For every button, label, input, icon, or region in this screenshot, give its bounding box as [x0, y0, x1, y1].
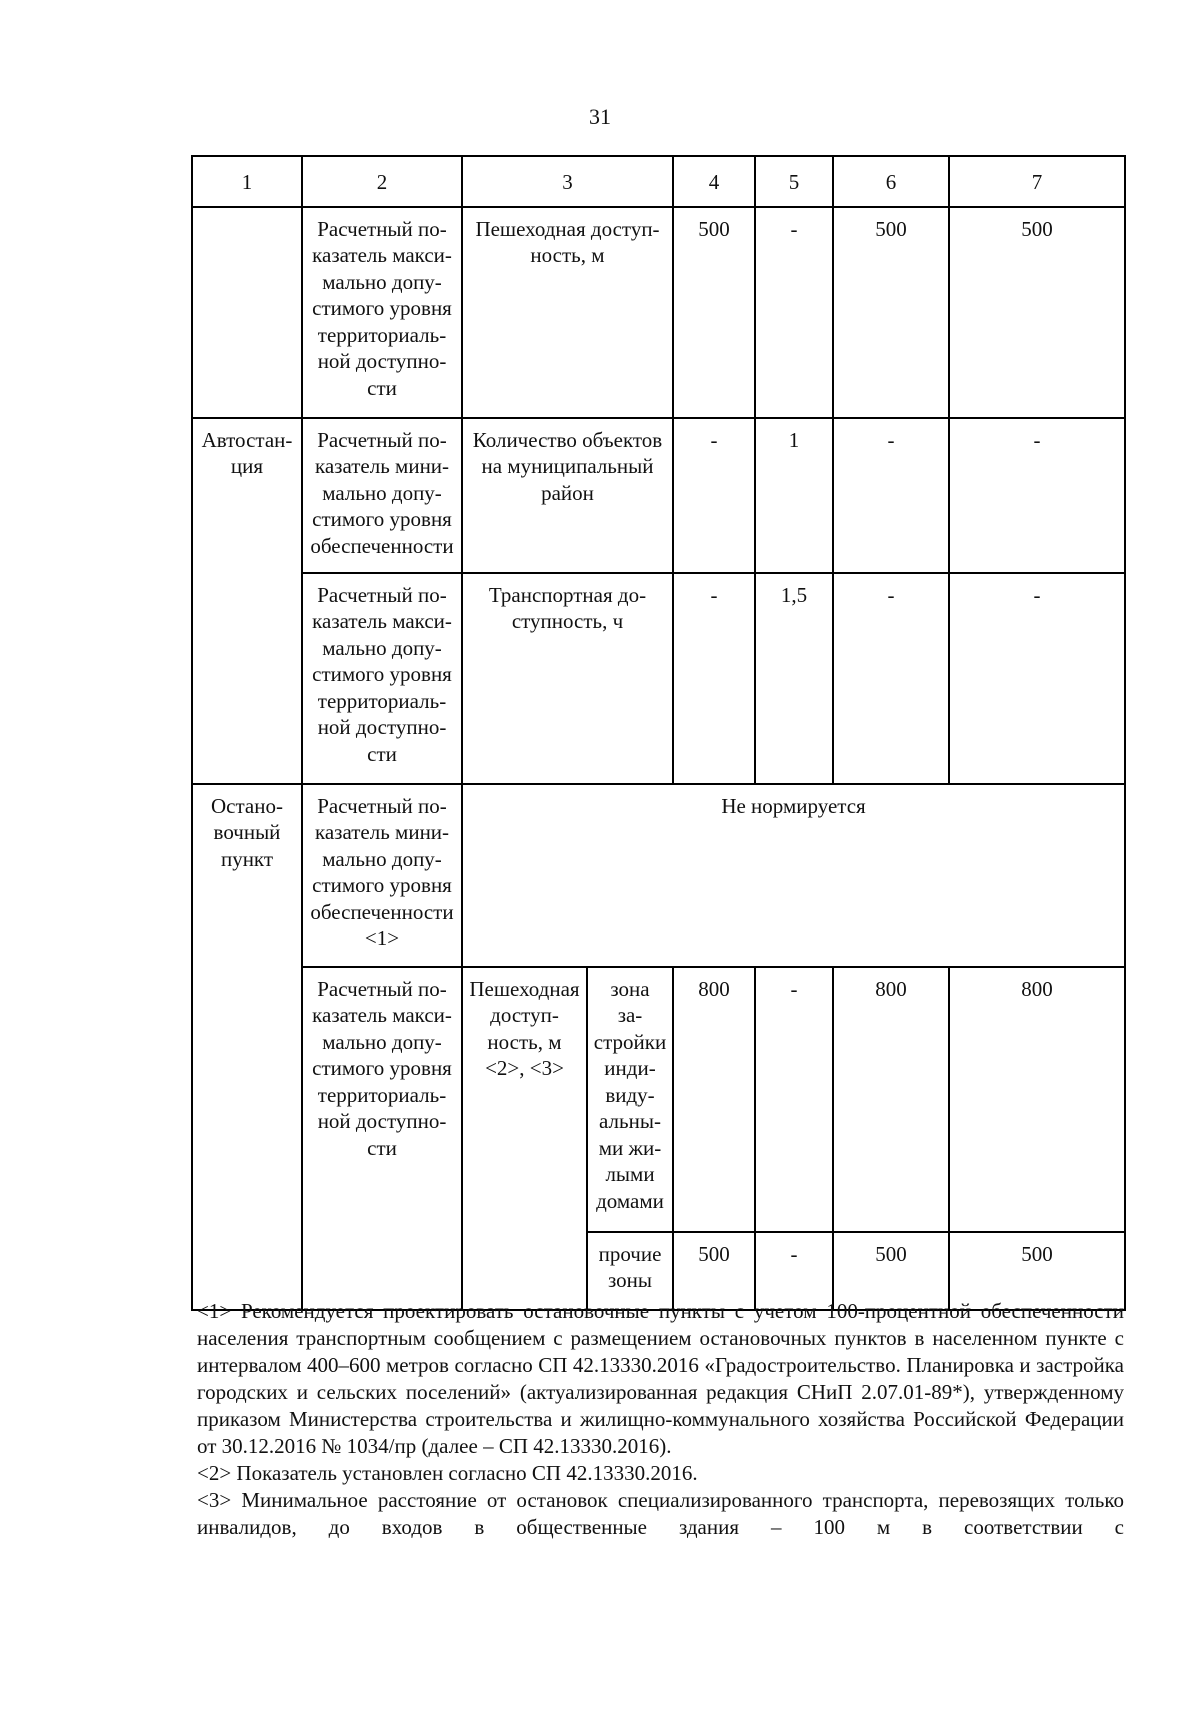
- value-cell: -: [673, 418, 755, 573]
- zone-cell: прочие зоны: [587, 1232, 673, 1310]
- table-row: [192, 784, 1125, 967]
- table-row: [192, 207, 1125, 418]
- table-row: [192, 418, 1125, 573]
- indicator-cell: Расчетный по- казатель мини- мально допу- стимого уровня обеспеченности: [302, 418, 462, 573]
- indicator-cell: Расчетный по- казатель мини- мально допу- стимого уровня обеспеченности <1>: [302, 784, 462, 967]
- value-cell: -: [833, 573, 949, 784]
- value-cell: 500: [949, 1232, 1125, 1310]
- value-cell: 800: [949, 967, 1125, 1232]
- indicator-cell: Расчетный по- казатель макси- мально допу- стимого уровня территориаль- ной доступно- сти: [302, 573, 462, 784]
- object-cell: Остано- вочный пункт: [192, 784, 302, 1310]
- norms-table: [191, 155, 1126, 1311]
- header-cell: 3: [462, 156, 673, 207]
- header-cell: 2: [302, 156, 462, 207]
- header-cell: 1: [192, 156, 302, 207]
- footnote-2: <2> Показатель установлен согласно СП 42.13330.2016.: [197, 1461, 698, 1485]
- header-cell: 5: [755, 156, 833, 207]
- object-cell: [192, 207, 302, 418]
- table-row: [192, 573, 1125, 784]
- indicator-cell: Расчетный по- казатель макси- мально допу- стимого уровня территориаль- ной доступно- сти: [302, 967, 462, 1310]
- value-cell: 500: [673, 1232, 755, 1310]
- unit-cell: Количество объектов на муниципальный район: [462, 418, 673, 573]
- value-cell: -: [949, 573, 1125, 784]
- header-cell: 4: [673, 156, 755, 207]
- value-cell: 500: [673, 207, 755, 418]
- value-cell: -: [755, 967, 833, 1232]
- unit-cell: Транспортная до- ступность, ч: [462, 573, 673, 784]
- value-cell: 1: [755, 418, 833, 573]
- zone-cell: зона за- стройки инди- виду- альны- ми жи- лыми домами: [587, 967, 673, 1232]
- value-cell: -: [673, 573, 755, 784]
- not-normalized-cell: Не нормируется: [462, 784, 1125, 967]
- footnote-3: <3> Минимальное расстояние от остановок специализированного транспорта, перевозящих только инвалидов, до входов в общественные здания – 100 м в соответствии с: [197, 1488, 1124, 1539]
- footnotes: [197, 1298, 1124, 1541]
- footnote-1: <1> Рекомендуется проектировать остановочные пункты с учетом 100-процентной обеспеченности населения транспортным сообщением с размещением остановочных пунктов в населенном пункте с интервалом 400–600 метров согласно СП 42.13330.2016 «Градостроительство. Планировка и застройка городских и сельских поселений» (актуализированная редакция СНиП 2.07.01-89*), утвержденному приказом Министерства строительства и жилищно-коммунального хозяйства Российской Федерации от 30.12.2016 № 1034/пр (далее – СП 42.13330.2016).: [197, 1299, 1124, 1458]
- value-cell: 800: [673, 967, 755, 1232]
- header-cell: 6: [833, 156, 949, 207]
- value-cell: 800: [833, 967, 949, 1232]
- object-cell: Автостан- ция: [192, 418, 302, 784]
- value-cell: 500: [833, 207, 949, 418]
- page-number: 31: [589, 104, 611, 129]
- value-cell: 500: [833, 1232, 949, 1310]
- table-header-row: [192, 156, 1125, 207]
- value-cell: -: [755, 1232, 833, 1310]
- value-cell: 1,5: [755, 573, 833, 784]
- value-cell: -: [755, 207, 833, 418]
- value-cell: -: [833, 418, 949, 573]
- value-cell: -: [949, 418, 1125, 573]
- value-cell: 500: [949, 207, 1125, 418]
- indicator-cell: Расчетный по- казатель макси- мально допу- стимого уровня территориаль- ной доступно- сти: [302, 207, 462, 418]
- header-cell: 7: [949, 156, 1125, 207]
- table-row: [192, 967, 1125, 1232]
- unit-cell: Пешеходная доступ- ность, м: [462, 207, 673, 418]
- unit-cell: Пешеходная доступ- ность, м <2>, <3>: [462, 967, 587, 1310]
